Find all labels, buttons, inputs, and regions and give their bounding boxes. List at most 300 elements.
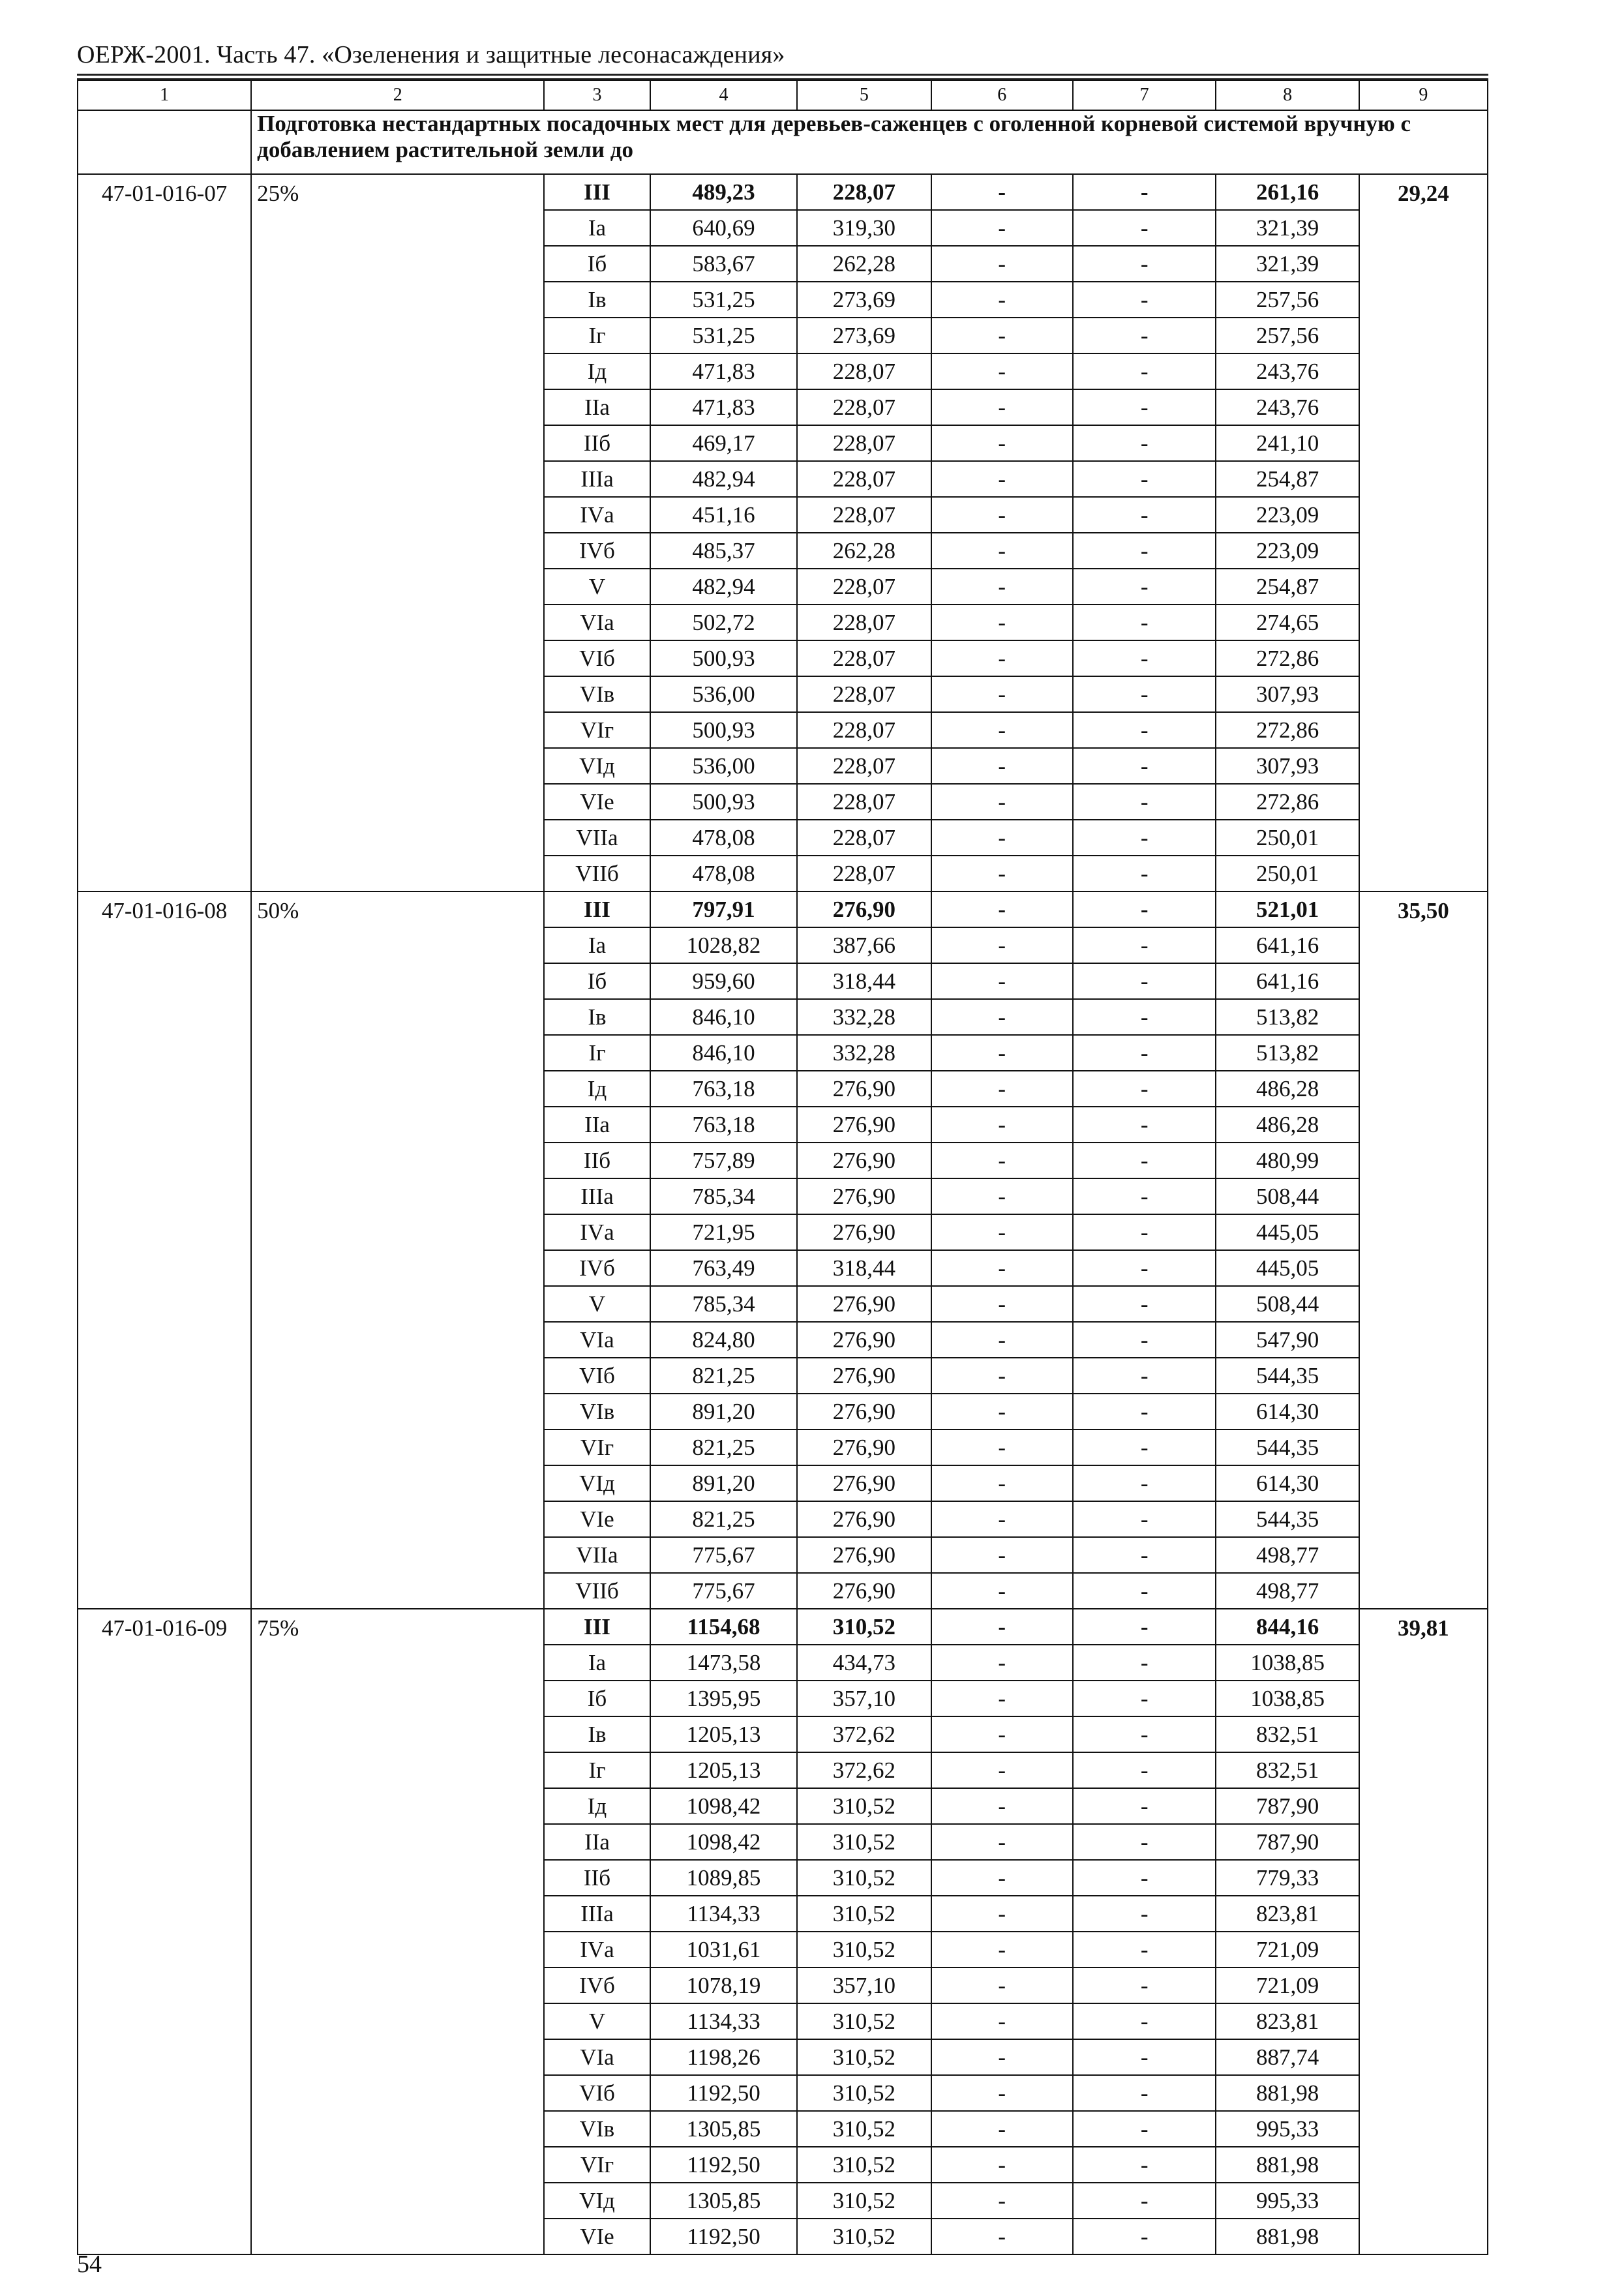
table-cell: - xyxy=(1073,1716,1216,1752)
table-cell: - xyxy=(1073,1896,1216,1932)
table-cell: 641,16 xyxy=(1216,927,1359,963)
column-number-cell: 3 xyxy=(544,80,650,110)
table-cell: - xyxy=(1073,1107,1216,1143)
table-cell: 821,25 xyxy=(650,1429,798,1465)
table-cell: 823,81 xyxy=(1216,2003,1359,2039)
table-cell: - xyxy=(1073,640,1216,676)
table-cell: - xyxy=(1073,389,1216,425)
table-cell: 276,90 xyxy=(797,1429,931,1465)
table-cell: 1305,85 xyxy=(650,2111,798,2147)
table-cell: VIд xyxy=(544,1465,650,1501)
table-cell: 995,33 xyxy=(1216,2111,1359,2147)
table-cell: VIб xyxy=(544,640,650,676)
table-cell: - xyxy=(931,1788,1073,1824)
table-cell: 763,49 xyxy=(650,1250,798,1286)
table-cell: 276,90 xyxy=(797,1573,931,1609)
table-cell: - xyxy=(931,1716,1073,1752)
table-cell: III xyxy=(544,1609,650,1645)
table-cell: VIб xyxy=(544,2075,650,2111)
table-cell: - xyxy=(931,2219,1073,2254)
table-cell: 1395,95 xyxy=(650,1681,798,1716)
table-cell: 821,25 xyxy=(650,1358,798,1394)
table-cell: - xyxy=(931,2039,1073,2075)
table-cell: 844,16 xyxy=(1216,1609,1359,1645)
table-cell: 357,10 xyxy=(797,1681,931,1716)
table-cell: 536,00 xyxy=(650,676,798,712)
table-cell: 332,28 xyxy=(797,1035,931,1071)
table-cell: 536,00 xyxy=(650,748,798,784)
column-number-cell: 8 xyxy=(1216,80,1359,110)
table-cell: 823,81 xyxy=(1216,1896,1359,1932)
table-cell: - xyxy=(931,1178,1073,1214)
table-cell: 254,87 xyxy=(1216,569,1359,605)
table-cell: - xyxy=(1073,1035,1216,1071)
table-cell: 498,77 xyxy=(1216,1537,1359,1573)
table-cell: 959,60 xyxy=(650,963,798,999)
table-cell: VIе xyxy=(544,784,650,820)
table-cell: 785,34 xyxy=(650,1178,798,1214)
table-cell: - xyxy=(1073,856,1216,891)
table-cell: 1098,42 xyxy=(650,1824,798,1860)
table-cell: 319,30 xyxy=(797,210,931,246)
table-cell: Iа xyxy=(544,927,650,963)
column-number-cell: 6 xyxy=(931,80,1073,110)
table-cell: 775,67 xyxy=(650,1537,798,1573)
table-cell: - xyxy=(1073,533,1216,569)
table-cell: - xyxy=(931,1573,1073,1609)
table-cell: 640,69 xyxy=(650,210,798,246)
table-cell: 307,93 xyxy=(1216,748,1359,784)
table-cell: - xyxy=(931,1967,1073,2003)
table-cell: - xyxy=(1073,1286,1216,1322)
table-cell: - xyxy=(1073,605,1216,640)
table-cell: Iв xyxy=(544,1716,650,1752)
table-cell: VIе xyxy=(544,2219,650,2254)
table-cell: 787,90 xyxy=(1216,1824,1359,1860)
table-cell: 531,25 xyxy=(650,318,798,353)
table-cell: - xyxy=(931,461,1073,497)
table-cell: - xyxy=(1073,246,1216,282)
table-cell: 276,90 xyxy=(797,1465,931,1501)
table-cell: IVб xyxy=(544,533,650,569)
table-cell: - xyxy=(931,1609,1073,1645)
table-cell: - xyxy=(931,1465,1073,1501)
table-cell: - xyxy=(931,246,1073,282)
table-cell: Iг xyxy=(544,318,650,353)
table-cell: 508,44 xyxy=(1216,1178,1359,1214)
table-cell: 1089,85 xyxy=(650,1860,798,1896)
table-cell: 272,86 xyxy=(1216,784,1359,820)
table-cell: VIIб xyxy=(544,856,650,891)
table-cell: 500,93 xyxy=(650,712,798,748)
table-cell: - xyxy=(931,1035,1073,1071)
table-cell: - xyxy=(1073,461,1216,497)
page-header-title: ОЕРЖ-2001. Часть 47. «Озеленения и защитные лесонасаждения» xyxy=(77,41,785,68)
column-number-cell: 7 xyxy=(1073,80,1216,110)
table-cell: 498,77 xyxy=(1216,1573,1359,1609)
table-cell: - xyxy=(931,1896,1073,1932)
table-cell: 223,09 xyxy=(1216,497,1359,533)
table-cell: 763,18 xyxy=(650,1107,798,1143)
table-cell: 276,90 xyxy=(797,891,931,927)
table-cell: - xyxy=(931,927,1073,963)
table-cell: 1192,50 xyxy=(650,2219,798,2254)
table-cell: IIа xyxy=(544,1824,650,1860)
table-cell: 1038,85 xyxy=(1216,1681,1359,1716)
table-cell: - xyxy=(931,640,1073,676)
table-cell: - xyxy=(1073,963,1216,999)
table-cell: IVа xyxy=(544,1932,650,1967)
rates-table xyxy=(77,80,1488,2255)
column-number-cell: 5 xyxy=(797,80,931,110)
section-title: Подготовка нестандартных посадочных мест для деревьев-саженцев с оголенной корневой системой вручную с добавлением растительной земли до xyxy=(251,110,1488,174)
table-cell: 471,83 xyxy=(650,389,798,425)
norm-percent: 50% xyxy=(251,891,544,1609)
table-cell: 500,93 xyxy=(650,784,798,820)
table-cell: - xyxy=(931,1071,1073,1107)
table-cell: - xyxy=(931,318,1073,353)
table-cell: - xyxy=(1073,2039,1216,2075)
table-cell: 547,90 xyxy=(1216,1322,1359,1358)
table-cell: 307,93 xyxy=(1216,676,1359,712)
table-cell: 500,93 xyxy=(650,640,798,676)
table-cell: V xyxy=(544,1286,650,1322)
table-cell: - xyxy=(1073,569,1216,605)
table-cell: 228,07 xyxy=(797,353,931,389)
table-cell: - xyxy=(1073,891,1216,927)
table-cell: - xyxy=(1073,2147,1216,2183)
table-cell: - xyxy=(931,425,1073,461)
table-cell: 513,82 xyxy=(1216,1035,1359,1071)
table-cell: - xyxy=(931,569,1073,605)
table-cell: 478,08 xyxy=(650,856,798,891)
table-cell: 721,09 xyxy=(1216,1967,1359,2003)
table-cell: - xyxy=(931,1932,1073,1967)
table-cell: - xyxy=(1073,1645,1216,1681)
table-cell: - xyxy=(1073,1967,1216,2003)
table-cell: IIб xyxy=(544,1860,650,1896)
table-cell: 273,69 xyxy=(797,282,931,318)
table-cell: 310,52 xyxy=(797,2111,931,2147)
table-cell: 272,86 xyxy=(1216,712,1359,748)
table-cell: VIв xyxy=(544,1394,650,1429)
table-cell: - xyxy=(931,1429,1073,1465)
table-cell: 243,76 xyxy=(1216,353,1359,389)
table-cell: 1038,85 xyxy=(1216,1645,1359,1681)
table-cell: 434,73 xyxy=(797,1645,931,1681)
table-cell: - xyxy=(1073,2219,1216,2254)
table-cell: 1192,50 xyxy=(650,2075,798,2111)
table-cell: VIд xyxy=(544,748,650,784)
table-cell: 445,05 xyxy=(1216,1250,1359,1286)
table-cell: 310,52 xyxy=(797,2183,931,2219)
table-cell: 721,09 xyxy=(1216,1932,1359,1967)
table-cell: VIд xyxy=(544,2183,650,2219)
table-cell: 228,07 xyxy=(797,856,931,891)
table-cell: 508,44 xyxy=(1216,1286,1359,1322)
table-cell: IVа xyxy=(544,1214,650,1250)
table-cell: V xyxy=(544,569,650,605)
table-cell: 228,07 xyxy=(797,712,931,748)
table-cell: 445,05 xyxy=(1216,1214,1359,1250)
table-cell: - xyxy=(1073,1143,1216,1178)
table-cell: - xyxy=(1073,2075,1216,2111)
table-cell: - xyxy=(931,1143,1073,1178)
table-cell: - xyxy=(931,712,1073,748)
table-cell: - xyxy=(1073,784,1216,820)
table-cell: 887,74 xyxy=(1216,2039,1359,2075)
table-cell: 531,25 xyxy=(650,282,798,318)
table-cell: 1205,13 xyxy=(650,1752,798,1788)
table-cell: 310,52 xyxy=(797,1860,931,1896)
table-cell: 478,08 xyxy=(650,820,798,856)
table-cell: 228,07 xyxy=(797,569,931,605)
table-cell: 721,95 xyxy=(650,1214,798,1250)
table-cell: - xyxy=(1073,1788,1216,1824)
table-cell: - xyxy=(1073,1932,1216,1967)
table-cell: - xyxy=(1073,1824,1216,1860)
table-cell: 1205,13 xyxy=(650,1716,798,1752)
table-cell: IIIа xyxy=(544,1896,650,1932)
table-cell: 775,67 xyxy=(650,1573,798,1609)
table-cell: - xyxy=(1073,927,1216,963)
table-cell: - xyxy=(931,748,1073,784)
table-cell: - xyxy=(1073,174,1216,210)
table-cell: 489,23 xyxy=(650,174,798,210)
table-cell: Iв xyxy=(544,282,650,318)
table-cell: Iб xyxy=(544,246,650,282)
table-cell: 310,52 xyxy=(797,1609,931,1645)
table-cell: 272,86 xyxy=(1216,640,1359,676)
table-cell: - xyxy=(931,2111,1073,2147)
norm-percent: 75% xyxy=(251,1609,544,2254)
table-cell: 310,52 xyxy=(797,1932,931,1967)
table-cell: - xyxy=(1073,318,1216,353)
table-cell: - xyxy=(931,999,1073,1035)
table-cell: 357,10 xyxy=(797,1967,931,2003)
table-cell: 469,17 xyxy=(650,425,798,461)
page-number: 54 xyxy=(77,2251,102,2278)
table-cell: IVб xyxy=(544,1250,650,1286)
table-cell: - xyxy=(1073,1322,1216,1358)
column-number-cell: 2 xyxy=(251,80,544,110)
table-cell: 1305,85 xyxy=(650,2183,798,2219)
table-cell: 257,56 xyxy=(1216,318,1359,353)
table-cell: - xyxy=(931,1250,1073,1286)
table-cell: - xyxy=(1073,748,1216,784)
column-number-cell: 9 xyxy=(1359,80,1488,110)
table-cell: - xyxy=(931,2075,1073,2111)
table-cell: VIIб xyxy=(544,1573,650,1609)
table-cell: IIIа xyxy=(544,1178,650,1214)
table-cell: III xyxy=(544,174,650,210)
table-cell: - xyxy=(931,2183,1073,2219)
table-cell: Iа xyxy=(544,210,650,246)
table-cell: IVб xyxy=(544,1967,650,2003)
table-cell: 832,51 xyxy=(1216,1716,1359,1752)
table-cell: - xyxy=(931,1394,1073,1429)
table-cell: - xyxy=(1073,425,1216,461)
table-cell: 276,90 xyxy=(797,1537,931,1573)
norm-code: 47-01-016-09 xyxy=(78,1609,251,2254)
table-cell: 276,90 xyxy=(797,1214,931,1250)
table-cell: 318,44 xyxy=(797,963,931,999)
table-cell: Iд xyxy=(544,1788,650,1824)
section-title-row xyxy=(78,110,1488,174)
header-rule xyxy=(77,74,1488,76)
table-cell: 276,90 xyxy=(797,1107,931,1143)
table-cell: 228,07 xyxy=(797,748,931,784)
table-cell: - xyxy=(1073,1752,1216,1788)
table-cell: 276,90 xyxy=(797,1394,931,1429)
table-cell: VIв xyxy=(544,2111,650,2147)
table-cell: 1134,33 xyxy=(650,2003,798,2039)
table-cell: 891,20 xyxy=(650,1394,798,1429)
table-cell: 1078,19 xyxy=(650,1967,798,2003)
table-cell: 1154,68 xyxy=(650,1609,798,1645)
table-cell: 891,20 xyxy=(650,1465,798,1501)
table-cell: - xyxy=(1073,1358,1216,1394)
table-cell: IIа xyxy=(544,389,650,425)
table-cell: VIа xyxy=(544,2039,650,2075)
table-cell: 1473,58 xyxy=(650,1645,798,1681)
table-cell: 310,52 xyxy=(797,2147,931,2183)
table-cell: 787,90 xyxy=(1216,1788,1359,1824)
table-cell: 763,18 xyxy=(650,1071,798,1107)
table-cell: - xyxy=(1073,1465,1216,1501)
table-cell: 261,16 xyxy=(1216,174,1359,210)
table-cell: 757,89 xyxy=(650,1143,798,1178)
table-cell: 372,62 xyxy=(797,1752,931,1788)
table-cell: 332,28 xyxy=(797,999,931,1035)
table-cell: - xyxy=(931,174,1073,210)
table-cell: IIб xyxy=(544,1143,650,1178)
table-cell: 821,25 xyxy=(650,1501,798,1537)
table-cell: - xyxy=(1073,712,1216,748)
table-cell: IIб xyxy=(544,425,650,461)
table-cell: - xyxy=(931,605,1073,640)
table-cell: 486,28 xyxy=(1216,1107,1359,1143)
table-cell: - xyxy=(931,891,1073,927)
table-cell: VIг xyxy=(544,712,650,748)
table-cell: - xyxy=(931,1358,1073,1394)
table-cell: 824,80 xyxy=(650,1322,798,1358)
table-cell: - xyxy=(931,1214,1073,1250)
table-cell: 262,28 xyxy=(797,533,931,569)
table-cell: 482,94 xyxy=(650,569,798,605)
table-cell: - xyxy=(931,353,1073,389)
table-cell: VIв xyxy=(544,676,650,712)
table-cell: - xyxy=(1073,1860,1216,1896)
column9-value: 39,81 xyxy=(1359,1609,1488,2254)
table-cell: - xyxy=(931,1860,1073,1896)
table-cell: 641,16 xyxy=(1216,963,1359,999)
table-cell: 881,98 xyxy=(1216,2147,1359,2183)
table-cell: - xyxy=(931,282,1073,318)
table-cell: 228,07 xyxy=(797,605,931,640)
table-cell: - xyxy=(931,676,1073,712)
table-cell: 614,30 xyxy=(1216,1394,1359,1429)
table-cell: 451,16 xyxy=(650,497,798,533)
table-cell: - xyxy=(1073,1214,1216,1250)
table-cell: - xyxy=(931,497,1073,533)
table-cell: 480,99 xyxy=(1216,1143,1359,1178)
table-cell: - xyxy=(1073,1178,1216,1214)
table-cell: - xyxy=(931,1681,1073,1716)
table-cell: - xyxy=(931,533,1073,569)
column9-value: 35,50 xyxy=(1359,891,1488,1609)
table-cell: 321,39 xyxy=(1216,210,1359,246)
table-cell: 1198,26 xyxy=(650,2039,798,2075)
table-cell: 228,07 xyxy=(797,497,931,533)
table-cell: 250,01 xyxy=(1216,820,1359,856)
table-cell: 846,10 xyxy=(650,1035,798,1071)
table-cell: 544,35 xyxy=(1216,1501,1359,1537)
table-cell: - xyxy=(931,2003,1073,2039)
table-cell: 228,07 xyxy=(797,461,931,497)
table-cell: 276,90 xyxy=(797,1143,931,1178)
table-cell: 276,90 xyxy=(797,1071,931,1107)
table-cell: 372,62 xyxy=(797,1716,931,1752)
table-cell: 223,09 xyxy=(1216,533,1359,569)
table-row xyxy=(78,174,1488,210)
table-cell: - xyxy=(931,1286,1073,1322)
table-cell: - xyxy=(1073,282,1216,318)
table-cell: 228,07 xyxy=(797,784,931,820)
table-cell: - xyxy=(931,210,1073,246)
table-cell: - xyxy=(931,2147,1073,2183)
table-row xyxy=(78,891,1488,927)
table-cell: 243,76 xyxy=(1216,389,1359,425)
table-cell: 273,69 xyxy=(797,318,931,353)
table-cell: VIIа xyxy=(544,820,650,856)
table-cell: - xyxy=(931,1537,1073,1573)
table-cell: 276,90 xyxy=(797,1501,931,1537)
table-cell: VIIа xyxy=(544,1537,650,1573)
table-cell: - xyxy=(1073,1573,1216,1609)
table-cell: VIа xyxy=(544,605,650,640)
table-cell: 614,30 xyxy=(1216,1465,1359,1501)
table-cell: 1098,42 xyxy=(650,1788,798,1824)
table-cell: - xyxy=(931,963,1073,999)
table-cell: 583,67 xyxy=(650,246,798,282)
table-cell: - xyxy=(1073,1609,1216,1645)
table-cell: - xyxy=(931,1322,1073,1358)
table-cell: 482,94 xyxy=(650,461,798,497)
table-cell: - xyxy=(931,389,1073,425)
table-cell: - xyxy=(1073,1394,1216,1429)
table-cell: 310,52 xyxy=(797,2003,931,2039)
table-cell: 276,90 xyxy=(797,1322,931,1358)
table-cell: IIа xyxy=(544,1107,650,1143)
table-cell: 995,33 xyxy=(1216,2183,1359,2219)
table-cell: - xyxy=(931,1824,1073,1860)
table-cell: 321,39 xyxy=(1216,246,1359,282)
table-cell: - xyxy=(1073,2183,1216,2219)
table-cell: VIб xyxy=(544,1358,650,1394)
table-cell: 276,90 xyxy=(797,1358,931,1394)
table-cell: 310,52 xyxy=(797,2039,931,2075)
table-cell: VIг xyxy=(544,2147,650,2183)
table-cell: 881,98 xyxy=(1216,2075,1359,2111)
column-number-cell: 1 xyxy=(78,80,251,110)
norm-percent: 25% xyxy=(251,174,544,891)
table-cell: 513,82 xyxy=(1216,999,1359,1035)
table-cell: 228,07 xyxy=(797,676,931,712)
table-cell: - xyxy=(1073,999,1216,1035)
table-cell: IVа xyxy=(544,497,650,533)
column9-value: 29,24 xyxy=(1359,174,1488,891)
